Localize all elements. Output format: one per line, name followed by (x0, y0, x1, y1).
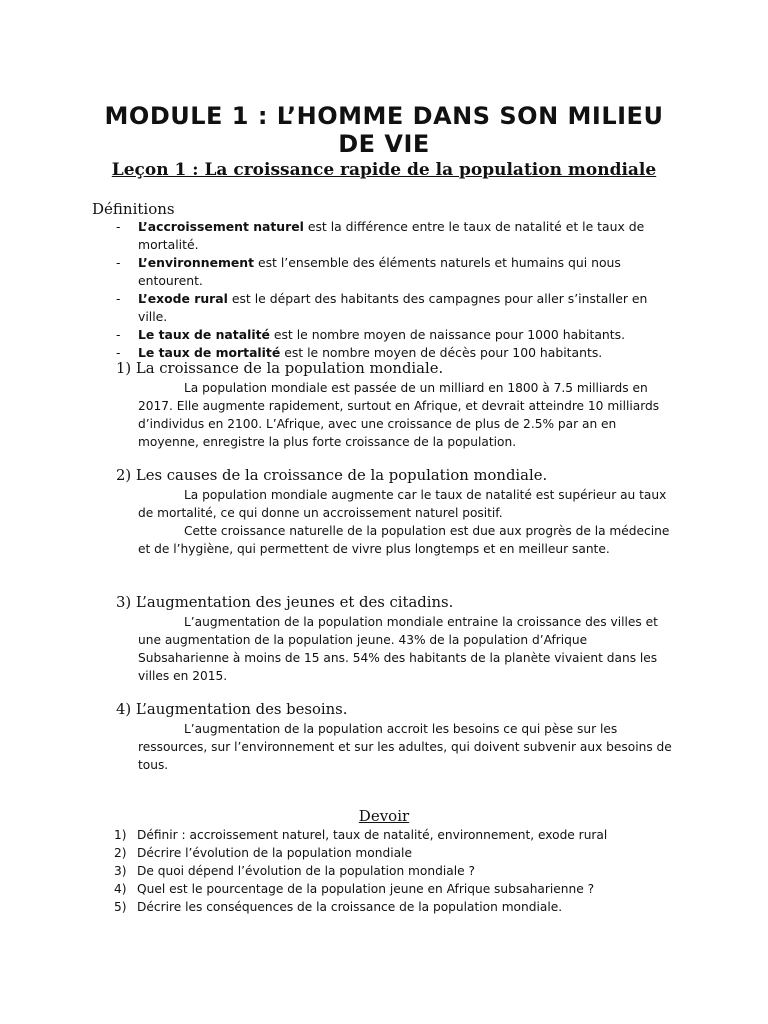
section-paragraph: L’augmentation de la population mondiale entraine la croissance des villes et une augmentation de la population jeune. 43% de la population d’Afrique Subsaharienne à moins de 15 ans. 54% des habitants de la planète vivaient dans les villes en 2015. (138, 615, 658, 683)
definition-term: Le taux de mortalité (138, 345, 281, 360)
devoir-item (114, 880, 674, 898)
devoir-text: Quel est le pourcentage de la population jeune en Afrique subsaharienne ? (137, 882, 595, 896)
section-heading: 4) L’augmentation des besoins. (116, 701, 348, 718)
section-heading: 2) Les causes de la croissance de la population mondiale. (116, 467, 548, 484)
section-paragraph: La population mondiale augmente car le taux de natalité est supérieur au taux de mortalité, ce qui donne un accroissement naturel positif. (138, 488, 667, 520)
devoir-item (114, 898, 674, 916)
devoir-item (114, 862, 674, 880)
definition-item (116, 254, 676, 290)
devoir-text: Décrire les conséquences de la croissance de la population mondiale. (137, 900, 563, 914)
definition-item (116, 218, 676, 254)
definition-term: L’exode rural (138, 291, 228, 306)
devoir-text: Décrire l’évolution de la population mondiale (137, 846, 412, 860)
lesson-title: Leçon 1 : La croissance rapide de la population mondiale (111, 160, 657, 180)
module-title: MODULE 1 : L’HOMME DANS SON MILIEU DE VIE (104, 102, 664, 159)
definition-text: est la différence entre le taux de natalité et le taux de mortalité. (138, 219, 645, 252)
devoir-number: 3) (114, 864, 127, 878)
definition-text: est le départ des habitants des campagnes pour aller s’installer en ville. (138, 291, 648, 324)
definition-item (116, 290, 676, 326)
devoir-text: Définir : accroissement naturel, taux de natalité, environnement, exode rural (137, 828, 608, 842)
definitions-heading: Définitions (92, 200, 175, 218)
definition-term: L’accroissement naturel (138, 219, 304, 234)
section-body (138, 486, 678, 558)
devoir-item (114, 844, 674, 862)
devoir-number: 5) (114, 900, 127, 914)
definition-term: Le taux de natalité (138, 327, 270, 342)
definition-text: est le nombre moyen de décès pour 100 habitants. (280, 345, 603, 360)
section-body (138, 720, 678, 774)
section-paragraph: L’augmentation de la population accroit les besoins ce qui pèse sur les ressources, sur l’environnement et sur les adultes, qui doivent subvenir aux besoins de tous. (138, 722, 672, 772)
devoir-item (114, 826, 674, 844)
devoir-number: 4) (114, 882, 127, 896)
definition-item (116, 326, 676, 344)
devoir-number: 2) (114, 846, 127, 860)
section-paragraph: La population mondiale est passée de un milliard en 1800 à 7.5 milliards en 2017. Elle augmente rapidement, surtout en Afrique, et devrait atteindre 10 milliards d’individus en 2100. L’Afrique, avec une croissance de plus de 2.5% par an en moyenne, enregistre la plus forte croissance de la population. (138, 381, 660, 449)
section-heading: 3) L’augmentation des jeunes et des citadins. (116, 594, 454, 611)
definitions-list (116, 218, 676, 362)
section-body (138, 379, 678, 451)
devoir-title: Devoir (358, 807, 410, 825)
section-heading: 1) La croissance de la population mondiale. (116, 360, 444, 377)
definition-text: est l’ensemble des éléments naturels et humains qui nous entourent. (138, 255, 621, 288)
section-body (138, 613, 678, 685)
devoir-number: 1) (114, 828, 127, 842)
devoir-list (114, 826, 674, 916)
devoir-text: De quoi dépend l’évolution de la population mondiale ? (137, 864, 475, 878)
definition-term: L’environnement (138, 255, 255, 270)
definition-text: est le nombre moyen de naissance pour 1000 habitants. (269, 327, 626, 342)
section-paragraph: Cette croissance naturelle de la population est due aux progrès de la médecine et de l’hygiène, qui permettent de vivre plus longtemps et en meilleur sante. (138, 524, 670, 556)
